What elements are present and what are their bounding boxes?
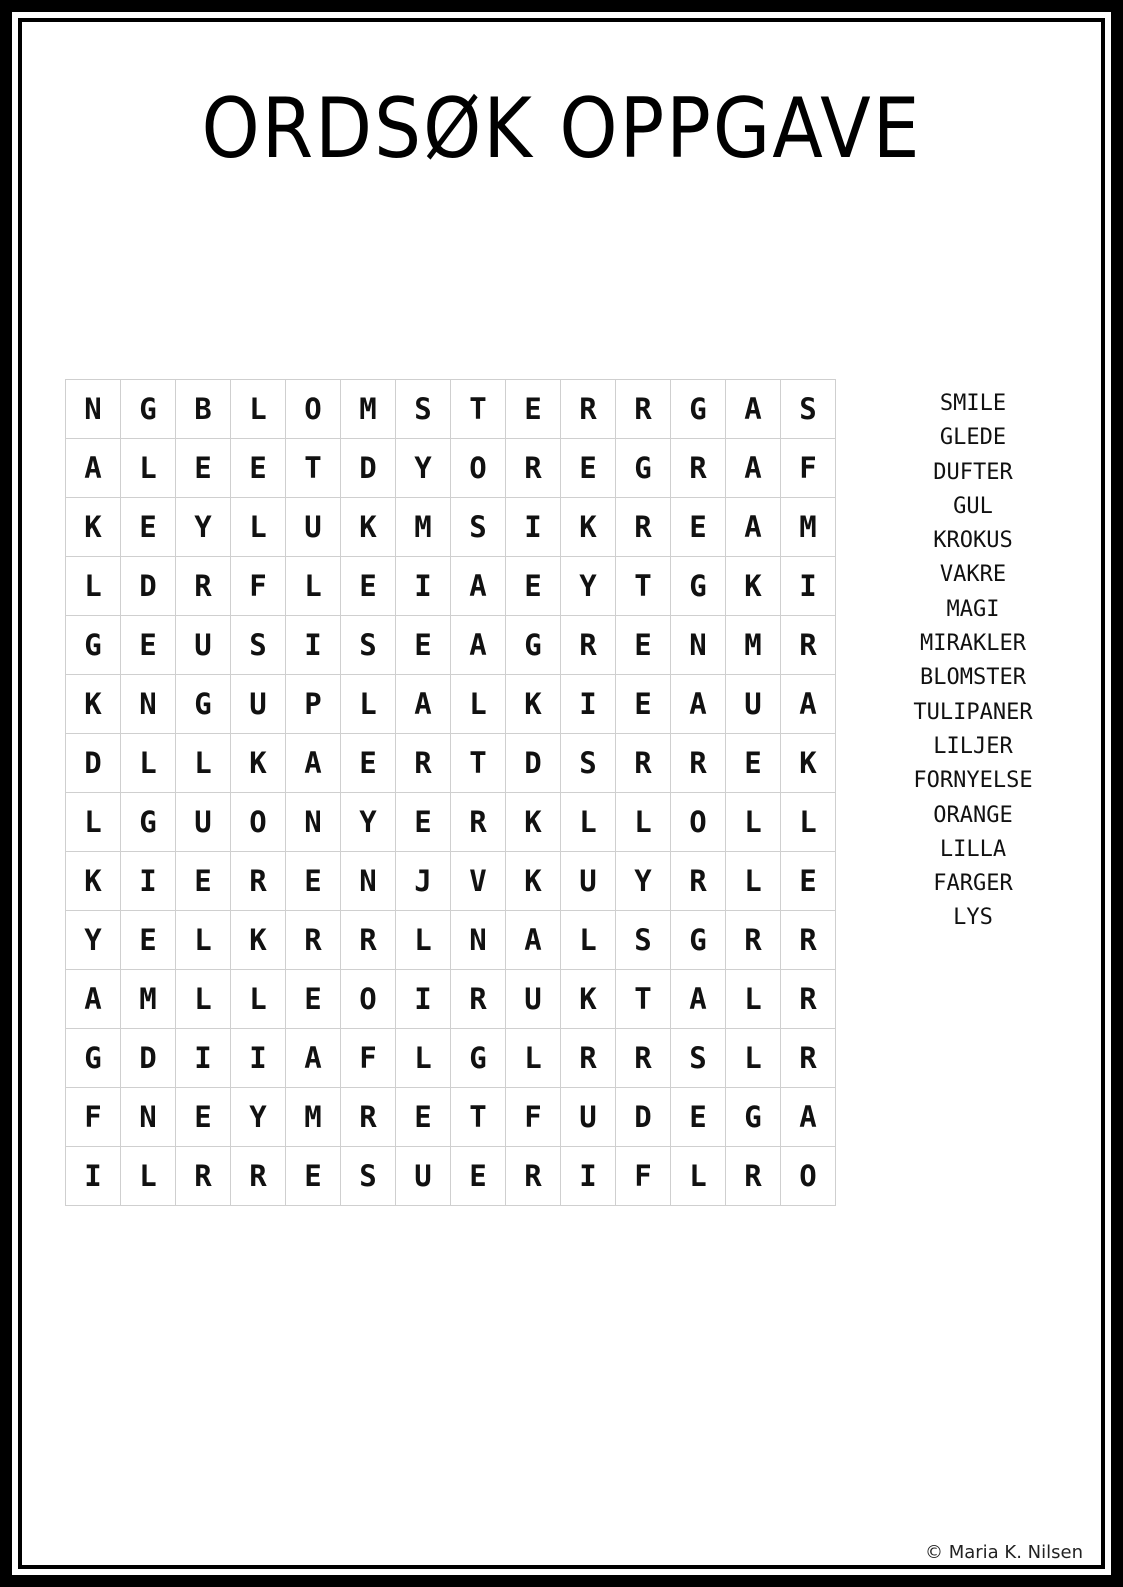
grid-cell[interactable]: A <box>671 970 726 1029</box>
grid-cell[interactable]: K <box>341 498 396 557</box>
grid-cell[interactable]: T <box>616 970 671 1029</box>
grid-cell[interactable]: G <box>176 675 231 734</box>
grid-cell[interactable]: R <box>616 734 671 793</box>
grid-cell[interactable]: E <box>176 852 231 911</box>
grid-cell[interactable]: A <box>286 734 341 793</box>
grid-cell[interactable]: E <box>121 498 176 557</box>
grid-cell[interactable]: U <box>561 1088 616 1147</box>
grid-cell[interactable]: I <box>121 852 176 911</box>
grid-cell[interactable]: U <box>561 852 616 911</box>
grid-cell[interactable]: A <box>671 675 726 734</box>
grid-cell[interactable]: M <box>341 380 396 439</box>
grid-cell[interactable]: F <box>231 557 286 616</box>
grid-cell[interactable]: F <box>341 1029 396 1088</box>
grid-cell[interactable]: N <box>121 1088 176 1147</box>
grid-cell[interactable]: L <box>121 1147 176 1206</box>
grid-cell[interactable]: R <box>671 439 726 498</box>
grid-cell[interactable]: E <box>506 380 561 439</box>
grid-cell[interactable]: N <box>121 675 176 734</box>
grid-cell[interactable]: T <box>451 734 506 793</box>
word-list-item: FORNYELSE <box>913 768 1033 794</box>
grid-cell[interactable]: A <box>451 616 506 675</box>
grid-cell[interactable]: G <box>121 380 176 439</box>
grid-cell[interactable]: L <box>341 675 396 734</box>
grid-cell[interactable]: R <box>451 970 506 1029</box>
grid-cell[interactable]: D <box>66 734 121 793</box>
grid-cell[interactable]: S <box>451 498 506 557</box>
grid-cell[interactable]: S <box>341 616 396 675</box>
page-title: ORDSØK OPPGAVE <box>201 80 922 178</box>
grid-cell[interactable]: L <box>121 439 176 498</box>
grid-cell[interactable]: E <box>671 1088 726 1147</box>
grid-cell[interactable]: L <box>66 793 121 852</box>
grid-cell[interactable]: G <box>506 616 561 675</box>
word-list-item: LILJER <box>933 733 1013 759</box>
grid-cell[interactable]: S <box>616 911 671 970</box>
grid-cell[interactable]: E <box>176 439 231 498</box>
grid-cell[interactable]: R <box>451 793 506 852</box>
grid-cell[interactable]: R <box>396 734 451 793</box>
grid-cell[interactable]: A <box>66 439 121 498</box>
grid-cell[interactable]: K <box>66 498 121 557</box>
grid-cell[interactable]: L <box>726 970 781 1029</box>
grid-cell[interactable]: L <box>66 557 121 616</box>
grid-cell[interactable]: D <box>341 439 396 498</box>
grid-cell[interactable]: L <box>176 911 231 970</box>
grid-cell[interactable]: I <box>781 557 836 616</box>
grid-cell[interactable]: D <box>121 1029 176 1088</box>
grid-cell[interactable]: E <box>616 675 671 734</box>
grid-cell[interactable]: D <box>616 1088 671 1147</box>
grid-cell[interactable]: M <box>286 1088 341 1147</box>
word-list-item: LYS <box>953 905 993 931</box>
grid-cell[interactable]: E <box>231 439 286 498</box>
grid-cell[interactable]: S <box>671 1029 726 1088</box>
grid-cell[interactable]: F <box>616 1147 671 1206</box>
word-list-item: DUFTER <box>933 459 1013 485</box>
grid-cell[interactable]: L <box>231 498 286 557</box>
grid-cell[interactable]: G <box>616 439 671 498</box>
grid-cell[interactable]: O <box>286 380 341 439</box>
grid-cell[interactable]: L <box>671 1147 726 1206</box>
grid-cell[interactable]: G <box>726 1088 781 1147</box>
grid-cell[interactable]: I <box>231 1029 286 1088</box>
grid-cell[interactable]: A <box>781 675 836 734</box>
grid-cell[interactable]: N <box>341 852 396 911</box>
grid-cell[interactable]: Y <box>176 498 231 557</box>
grid-cell[interactable]: R <box>726 1147 781 1206</box>
grid-cell[interactable]: I <box>286 616 341 675</box>
grid-cell[interactable]: E <box>286 1147 341 1206</box>
grid-cell[interactable]: R <box>726 911 781 970</box>
grid-cell[interactable]: A <box>781 1088 836 1147</box>
grid-cell[interactable]: E <box>396 1088 451 1147</box>
grid-cell[interactable]: Y <box>616 852 671 911</box>
grid-cell[interactable]: L <box>176 734 231 793</box>
grid-cell[interactable]: J <box>396 852 451 911</box>
grid-cell[interactable]: R <box>781 1029 836 1088</box>
grid-cell[interactable]: M <box>396 498 451 557</box>
grid-cell[interactable]: L <box>286 557 341 616</box>
word-search-grid <box>65 379 836 1206</box>
grid-cell[interactable]: G <box>671 911 726 970</box>
word-list-item: LILLA <box>939 836 1007 862</box>
grid-cell[interactable]: V <box>451 852 506 911</box>
grid-cell[interactable]: E <box>121 911 176 970</box>
grid-cell[interactable]: L <box>231 380 286 439</box>
grid-cell[interactable]: N <box>286 793 341 852</box>
grid-cell[interactable]: R <box>176 557 231 616</box>
grid-cell[interactable]: Y <box>66 911 121 970</box>
grid-cell[interactable]: L <box>616 793 671 852</box>
word-list <box>888 387 1058 936</box>
grid-cell[interactable]: I <box>561 675 616 734</box>
grid-cell[interactable]: R <box>781 616 836 675</box>
grid-cell[interactable]: R <box>616 1029 671 1088</box>
grid-cell[interactable]: D <box>506 734 561 793</box>
grid-cell[interactable]: N <box>671 616 726 675</box>
grid-cell[interactable]: Y <box>341 793 396 852</box>
grid-cell[interactable]: L <box>781 793 836 852</box>
grid-cell[interactable]: K <box>561 498 616 557</box>
grid-cell[interactable]: I <box>176 1029 231 1088</box>
grid-cell[interactable]: R <box>781 911 836 970</box>
word-list-item: GUL <box>953 493 993 519</box>
grid-cell[interactable]: A <box>726 380 781 439</box>
grid-cell[interactable]: R <box>561 616 616 675</box>
grid-cell[interactable]: E <box>561 439 616 498</box>
grid-cell[interactable]: U <box>396 1147 451 1206</box>
grid-cell[interactable]: K <box>506 852 561 911</box>
grid-cell[interactable]: K <box>66 852 121 911</box>
grid-cell[interactable]: E <box>451 1147 506 1206</box>
grid-cell[interactable]: R <box>781 970 836 1029</box>
grid-cell[interactable]: R <box>506 439 561 498</box>
grid-cell[interactable]: R <box>671 852 726 911</box>
word-list-item: MAGI <box>946 596 1000 622</box>
grid-cell[interactable]: L <box>396 1029 451 1088</box>
grid-cell[interactable]: A <box>396 675 451 734</box>
grid-cell[interactable]: K <box>506 793 561 852</box>
grid-cell[interactable]: I <box>396 970 451 1029</box>
grid-cell[interactable]: Y <box>561 557 616 616</box>
grid-cell[interactable]: L <box>121 734 176 793</box>
grid-cell[interactable]: L <box>176 970 231 1029</box>
grid-cell[interactable]: A <box>726 439 781 498</box>
grid-cell[interactable]: O <box>671 793 726 852</box>
grid-cell[interactable]: U <box>176 793 231 852</box>
grid-cell[interactable]: U <box>176 616 231 675</box>
grid-cell[interactable]: E <box>671 498 726 557</box>
grid-cell[interactable]: P <box>286 675 341 734</box>
grid-cell[interactable]: R <box>616 498 671 557</box>
grid-cell[interactable]: U <box>726 675 781 734</box>
grid-cell[interactable]: M <box>121 970 176 1029</box>
grid-cell[interactable]: E <box>781 852 836 911</box>
grid-cell[interactable]: R <box>286 911 341 970</box>
grid-cell[interactable]: K <box>66 675 121 734</box>
grid-cell[interactable]: K <box>781 734 836 793</box>
grid-cell[interactable]: R <box>561 380 616 439</box>
grid-cell[interactable]: K <box>231 734 286 793</box>
grid-cell[interactable]: M <box>781 498 836 557</box>
grid-cell[interactable]: E <box>341 734 396 793</box>
grid-cell[interactable]: K <box>726 557 781 616</box>
grid-cell[interactable]: A <box>451 557 506 616</box>
grid-cell[interactable]: F <box>781 439 836 498</box>
grid-cell[interactable]: K <box>231 911 286 970</box>
grid-cell[interactable]: G <box>671 557 726 616</box>
copyright-notice: © Maria K. Nilsen <box>924 1542 1083 1563</box>
grid-cell[interactable]: R <box>341 1088 396 1147</box>
grid-cell[interactable]: L <box>561 793 616 852</box>
grid-cell[interactable]: O <box>231 793 286 852</box>
word-list-item: BLOMSTER <box>920 665 1026 691</box>
grid-cell[interactable]: S <box>396 380 451 439</box>
grid-cell[interactable]: R <box>231 1147 286 1206</box>
word-list-item: FARGER <box>933 871 1013 897</box>
grid-cell[interactable]: F <box>506 1088 561 1147</box>
grid-cell[interactable]: M <box>726 616 781 675</box>
grid-cell[interactable]: U <box>231 675 286 734</box>
grid-cell[interactable]: E <box>341 557 396 616</box>
grid-cell[interactable]: E <box>286 852 341 911</box>
grid-cell[interactable]: L <box>506 1029 561 1088</box>
grid-cell[interactable]: S <box>781 380 836 439</box>
grid-cell[interactable]: S <box>561 734 616 793</box>
grid-cell[interactable]: L <box>561 911 616 970</box>
grid-cell[interactable]: I <box>396 557 451 616</box>
grid-cell[interactable]: E <box>121 616 176 675</box>
grid-cell[interactable]: E <box>726 734 781 793</box>
word-list-item: KROKUS <box>933 528 1013 554</box>
grid-cell[interactable]: G <box>451 1029 506 1088</box>
grid-cell[interactable]: L <box>726 1029 781 1088</box>
grid-cell[interactable]: B <box>176 380 231 439</box>
grid-cell[interactable]: L <box>396 911 451 970</box>
grid-cell[interactable]: T <box>451 380 506 439</box>
word-list-item: MIRAKLER <box>920 631 1026 657</box>
grid-cell[interactable]: G <box>66 1029 121 1088</box>
grid-cell[interactable]: U <box>286 498 341 557</box>
grid-cell[interactable]: E <box>176 1088 231 1147</box>
grid-cell[interactable]: O <box>451 439 506 498</box>
grid-cell[interactable]: G <box>66 616 121 675</box>
grid-cell[interactable]: F <box>66 1088 121 1147</box>
grid-cell[interactable]: K <box>561 970 616 1029</box>
grid-cell[interactable]: R <box>506 1147 561 1206</box>
word-list-item: VAKRE <box>939 562 1007 588</box>
word-list-item: SMILE <box>939 391 1007 416</box>
grid-cell[interactable]: L <box>231 970 286 1029</box>
grid-cell[interactable]: L <box>726 852 781 911</box>
grid-cell[interactable]: R <box>176 1147 231 1206</box>
grid-cell[interactable]: U <box>506 970 561 1029</box>
grid-cell[interactable]: E <box>506 557 561 616</box>
grid-cell[interactable]: G <box>671 380 726 439</box>
grid-cell[interactable]: S <box>231 616 286 675</box>
grid-cell[interactable]: I <box>561 1147 616 1206</box>
word-list-item: GLEDE <box>939 425 1007 451</box>
grid-cell[interactable]: R <box>561 1029 616 1088</box>
grid-cell[interactable]: Y <box>396 439 451 498</box>
grid-cell[interactable]: N <box>451 911 506 970</box>
grid-cell[interactable]: T <box>286 439 341 498</box>
grid-cell[interactable]: E <box>286 970 341 1029</box>
word-list-item: TULIPANER <box>913 699 1033 725</box>
grid-cell[interactable]: R <box>616 380 671 439</box>
grid-cell[interactable]: E <box>616 616 671 675</box>
grid-cell[interactable]: K <box>506 675 561 734</box>
grid-cell[interactable]: R <box>671 734 726 793</box>
grid-cell[interactable]: T <box>451 1088 506 1147</box>
grid-cell[interactable]: G <box>121 793 176 852</box>
grid-cell[interactable]: S <box>341 1147 396 1206</box>
grid-cell[interactable]: I <box>66 1147 121 1206</box>
grid-cell[interactable]: E <box>396 616 451 675</box>
grid-cell[interactable]: L <box>726 793 781 852</box>
grid-cell[interactable]: R <box>341 911 396 970</box>
grid-cell[interactable]: Y <box>231 1088 286 1147</box>
grid-cell[interactable]: D <box>121 557 176 616</box>
grid-cell[interactable]: O <box>781 1147 836 1206</box>
grid-cell[interactable]: R <box>231 852 286 911</box>
grid-cell[interactable]: A <box>506 911 561 970</box>
grid-cell[interactable]: N <box>66 380 121 439</box>
grid-cell[interactable]: I <box>506 498 561 557</box>
grid-cell[interactable]: A <box>66 970 121 1029</box>
grid-cell[interactable]: T <box>616 557 671 616</box>
grid-cell[interactable]: E <box>396 793 451 852</box>
grid-cell[interactable]: A <box>286 1029 341 1088</box>
grid-cell[interactable]: O <box>341 970 396 1029</box>
grid-cell[interactable]: A <box>726 498 781 557</box>
word-list-item: ORANGE <box>933 802 1013 828</box>
grid-cell[interactable]: L <box>451 675 506 734</box>
